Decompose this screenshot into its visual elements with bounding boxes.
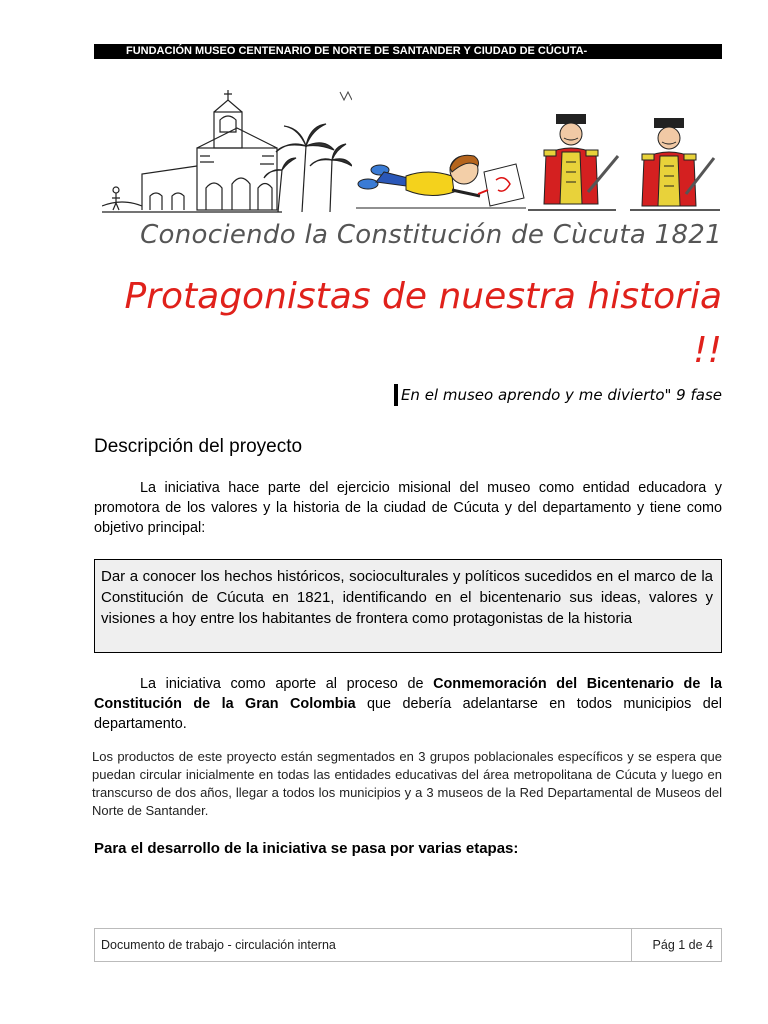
commemoration-bold: Conmemoración del Bicentenario de la Constitución de la Gran Colombia: [94, 676, 722, 712]
intro-paragraph: La iniciativa hace parte del ejercicio misional del museo como entidad educadora y promotora de los valores y la historia de la ciudad de Cúcuta y del departamento y tiene como objetivo principal:: [94, 480, 722, 536]
title-line-1: Conociendo la Constitución de Cùcuta 1821: [140, 220, 722, 250]
page-footer: [94, 928, 722, 962]
soldiers-icon: [526, 112, 722, 214]
section-title: Descripción del proyecto: [94, 436, 303, 457]
objective-box: [94, 559, 722, 653]
title-exclamation: !!: [693, 330, 722, 371]
objective-text: Dar a conocer los hechos históricos, socioculturales y políticos sucedidos en el marco de la Constitución de Cúcuta en 1821, identificando en el bicentenario sus ideas, valores y visiones a hoy entre los habitantes de frontera como protagonistas de la historia: [101, 568, 713, 627]
products-paragraph: Los productos de este proyecto están segmentados en 3 grupos poblacionales específicos y se espera que puedan circular inicialmente en todas las entidades educativas del área metropolitana de Cúcuta y luego en transcurso de dos años, llegar a todos los municipios y a 3 museos de la Red Departamental de Museos del Norte de Santander.: [92, 749, 722, 818]
stages-heading: Para el desarrollo de la iniciativa se pasa por varias etapas:: [94, 840, 519, 857]
header-bar: [94, 44, 722, 59]
commemoration-text-start: La iniciativa como aporte al proceso de: [140, 676, 434, 692]
title-line-2: Protagonistas de nuestra historia: [124, 276, 722, 317]
footer-page-number: Pág 1 de 4: [631, 929, 721, 961]
subtitle: En el museo aprendo y me divierto" 9 fase: [394, 384, 722, 406]
child-drawing-icon: [356, 150, 528, 214]
header-text: FUNDACIÓN MUSEO CENTENARIO DE NORTE DE SANTANDER Y CIUDAD DE CÚCUTA-: [126, 45, 588, 57]
commemoration-text-end: que debería adelantarse en todos municipios del departamento.: [94, 696, 722, 732]
footer-document-label: Documento de trabajo - circulación interna: [101, 938, 336, 952]
commemoration-paragraph: [94, 674, 722, 734]
church-sketch-icon: [102, 86, 352, 216]
